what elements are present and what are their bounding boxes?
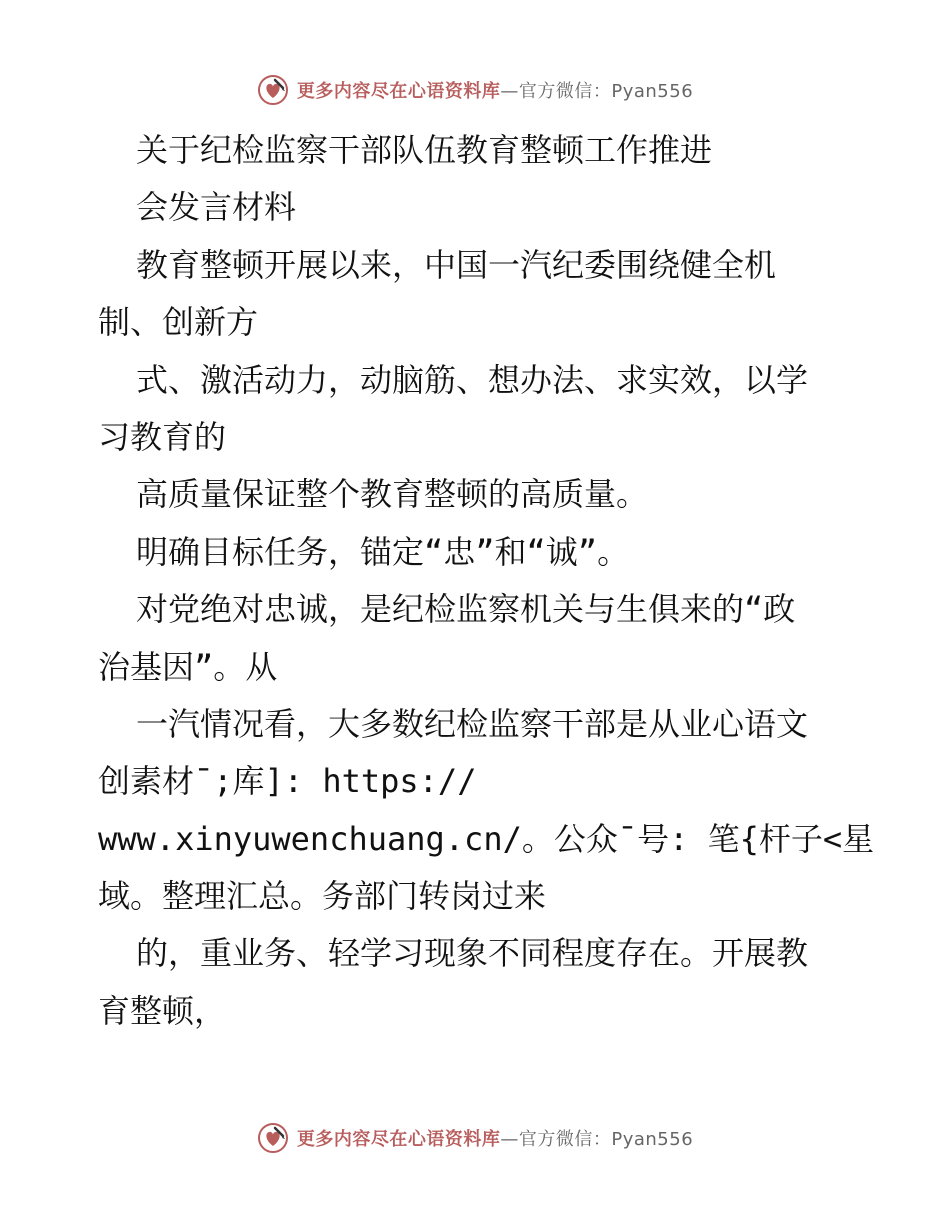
header-banner-wechat: —官方微信：Pyan556 [500, 81, 694, 102]
header-banner-title: 更多内容尽在心语资料库 [296, 81, 501, 102]
text-line: 明确目标任务，锚定“忠”和“诚”。 [136, 532, 630, 571]
text-line: 域。整理汇总。务部门转岗过来 [98, 877, 547, 916]
text-line: 习教育的 [98, 417, 227, 456]
document-body [98, 122, 875, 1040]
text-line: 治基因”。从 [98, 647, 278, 686]
header-banner-text [297, 77, 693, 103]
footer-banner-wechat: —官方微信：Pyan556 [500, 1129, 694, 1150]
text-line: 关于纪检监察干部队伍教育整顿工作推进 [136, 131, 713, 169]
text-line: 创素材¯;库]: https:// [98, 762, 477, 801]
footer-banner [0, 1118, 950, 1158]
text-line: 对党绝对忠诚，是纪检监察机关与生俱来的“政 [136, 590, 796, 629]
footer-banner-text [297, 1125, 693, 1151]
footer-banner-title: 更多内容尽在心语资料库 [296, 1129, 501, 1150]
heart-pen-logo-icon [257, 74, 289, 106]
text-line: 教育整顿开展以来，中国一汽纪委围绕健全机 [136, 245, 777, 284]
heart-pen-logo-icon [257, 1122, 289, 1154]
text-line: 会发言材料 [136, 188, 297, 227]
text-line: 式、激活动力，动脑筋、想办法、求实效，以学 [136, 360, 809, 399]
text-line: 育整顿， [98, 991, 227, 1030]
text-line: 制、创新方 [98, 303, 259, 342]
text-line: 的，重业务、轻学习现象不同程度存在。开展教 [136, 934, 809, 973]
header-banner [0, 70, 950, 110]
text-line: 一汽情况看，大多数纪检监察干部是从业心语文 [136, 704, 809, 743]
text-line: www.xinyuwenchuang.cn/。公众¯号: 笔{杆子<星 [98, 819, 875, 858]
text-line: 高质量保证整个教育整顿的高质量。 [136, 475, 649, 514]
